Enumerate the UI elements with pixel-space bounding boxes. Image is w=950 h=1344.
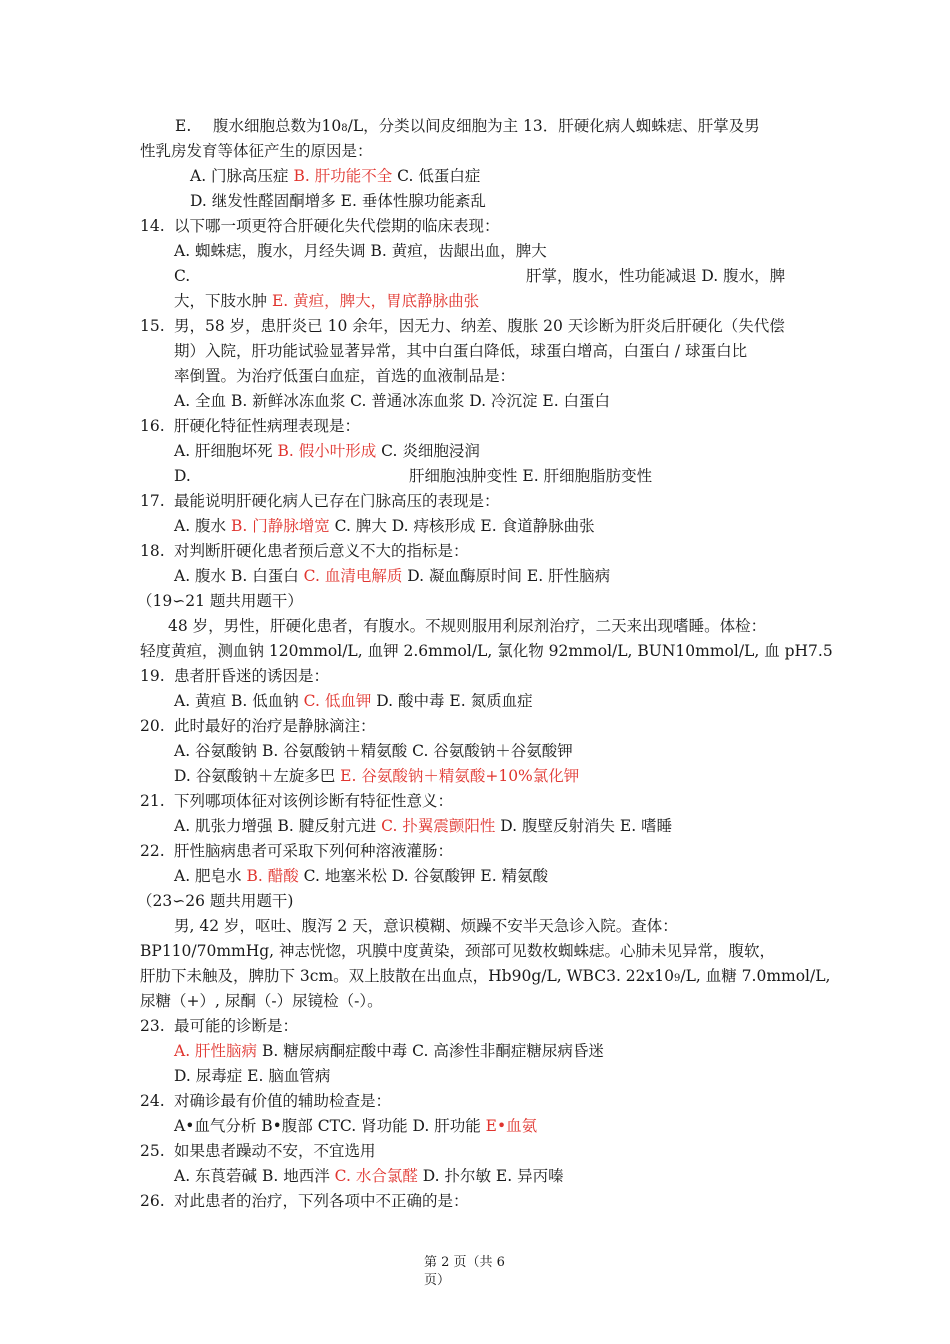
answer-options: A. 全血 B. 新鲜冰冻血浆 C. 普通冰冻血浆 D. 冷沉淀 E. 白蛋白	[174, 392, 611, 410]
page-footer: 第 2 页（共 6	[424, 1255, 505, 1270]
question-number: 20.	[140, 717, 165, 735]
correct-answer: B. 假小叶形成	[277, 442, 377, 460]
correct-answer: B. 肝功能不全	[293, 167, 393, 185]
question-number: 26.	[140, 1192, 165, 1210]
question-text: 对判断肝硬化患者预后意义不大的指标是：	[174, 542, 469, 560]
question-text: 以下哪一项更符合肝硬化失代偿期的临床表现：	[174, 217, 500, 235]
question-number: 25.	[140, 1142, 165, 1160]
question-text: 对此患者的治疗，下列各项中不正确的是：	[174, 1192, 469, 1210]
question-text: 最能说明肝硬化病人已存在门脉高压的表现是：	[174, 492, 500, 510]
correct-answer: B. 醋酸	[246, 867, 299, 885]
correct-answer: E. 黄疸，脾大，胃底静脉曲张	[271, 292, 480, 310]
correct-answer: C. 扑翼震颤阳性	[381, 817, 496, 835]
answer-options: 肝掌，腹水，性功能减退 D. 腹水，脾	[526, 267, 786, 285]
correct-answer: E. 谷氨酸钠＋精氨酸+10%氯化钾	[340, 767, 580, 785]
question-number: 23.	[140, 1017, 165, 1035]
question-number: 22.	[140, 842, 165, 860]
answer-options: D. 谷氨酸钠＋左旋多巴 E. 谷氨酸钠＋精氨酸+10%氯化钾	[174, 767, 580, 785]
question-text: 肝性脑病患者可采取下列何种溶液灌肠：	[174, 842, 454, 860]
correct-answer: E•血氨	[485, 1117, 538, 1135]
answer-options: 大，下肢水肿 E. 黄疸，脾大，胃底静脉曲张	[174, 292, 480, 310]
group-stem-text: 尿糖（+）, 尿酮（-）尿镜检（-）。	[140, 992, 383, 1010]
answer-options: A•血气分析 B•腹部 CTC. 肾功能 D. 肝功能 E•血氨	[174, 1117, 538, 1135]
answer-options: A. 蜘蛛痣，腹水，月经失调 B. 黄疸，齿龈出血，脾大	[174, 242, 547, 260]
group-stem-text: 肝肋下未触及，脾肋下 3cm。双上肢散在出血点，Hb90g/L, WBC3. 22x109/L, 血糖 7.0mmol/L,	[140, 967, 831, 985]
question-number: 21.	[140, 792, 165, 810]
answer-options: C.	[174, 267, 191, 285]
question-number: 14.	[140, 217, 165, 235]
correct-answer: B. 门静脉增宽	[230, 517, 330, 535]
answer-options: A. 东莨菪碱 B. 地西泮 C. 水合氯醛 D. 扑尔敏 E. 异丙嗪	[174, 1167, 564, 1185]
answer-options: A. 肝性脑病 B. 糖尿病酮症酸中毒 C. 高渗性非酮症糖尿病昏迷	[174, 1042, 604, 1060]
text-line: 性乳房发育等体征产生的原因是：	[140, 142, 373, 160]
group-stem-text: 轻度黄疸，测血钠 120mmol/L, 血钾 2.6mmol/L, 氯化物 92mmol/L, BUN10mmol/L, 血 pH7.5	[140, 642, 833, 660]
answer-options: A. 肌张力增强 B. 腱反射亢进 C. 扑翼震颤阳性 D. 腹壁反射消失 E. 嗜睡	[174, 817, 673, 835]
question-text: 最可能的诊断是：	[174, 1017, 299, 1035]
question-text: 对确诊最有价值的辅助检查是：	[174, 1092, 392, 1110]
question-number: 16.	[140, 417, 165, 435]
group-stem-heading: （23∽26 题共用题干)	[137, 892, 294, 910]
question-text: 患者肝昏迷的诱因是：	[174, 667, 330, 685]
answer-options: A. 肝细胞坏死 B. 假小叶形成 C. 炎细胞浸润	[174, 442, 480, 460]
answer-options: A. 黄疸 B. 低血钠 C. 低血钾 D. 酸中毒 E. 氮质血症	[174, 692, 533, 710]
answer-options: D. 尿毒症 E. 脑血管病	[174, 1067, 331, 1085]
correct-answer: C. 水合氯醛	[334, 1167, 418, 1185]
question-text: 男，58 岁，患肝炎已 10 余年，因无力、纳差、腹胀 20 天诊断为肝炎后肝硬化（失代偿	[174, 317, 785, 335]
question-text: 率倒置。为治疗低蛋白血症，首选的血液制品是：	[174, 367, 516, 385]
answer-options: A. 腹水 B. 门静脉增宽 C. 脾大 D. 痔核形成 E. 食道静脉曲张	[174, 517, 595, 535]
answer-options: A. 谷氨酸钠 B. 谷氨酸钠＋精氨酸 C. 谷氨酸钠＋谷氨酸钾	[174, 742, 573, 760]
text-line: E.	[175, 117, 192, 135]
correct-answer: C. 血清电解质	[303, 567, 403, 585]
question-number: 24.	[140, 1092, 165, 1110]
group-stem-text: BP110/70mmHg, 神志恍惚，巩膜中度黄染，颈部可见数枚蜘蛛痣。心肺未见异常，腹软，	[140, 942, 776, 960]
group-stem-text: 48 岁，男性，肝硬化患者，有腹水。不规则服用利尿剂治疗，二天来出现嗜睡。体检：	[168, 617, 767, 635]
correct-answer: C. 低血钾	[303, 692, 372, 710]
question-number: 15.	[140, 317, 165, 335]
answer-options: 肝细胞浊肿变性 E. 肝细胞脂肪变性	[409, 467, 653, 485]
answer-options: A. 肥皂水 B. 醋酸 C. 地塞米松 D. 谷氨酸钾 E. 精氨酸	[174, 867, 549, 885]
question-number: 17.	[140, 492, 165, 510]
question-number: 18.	[140, 542, 165, 560]
question-text: 如果患者躁动不安，不宜选用	[174, 1142, 376, 1160]
page-footer: 页）	[424, 1273, 451, 1288]
question-text: 肝硬化特征性病理表现是：	[174, 417, 361, 435]
question-text: 此时最好的治疗是静脉滴注：	[174, 717, 376, 735]
answer-options: A. 腹水 B. 白蛋白 C. 血清电解质 D. 凝血酶原时间 E. 肝性脑病	[174, 567, 611, 585]
correct-answer: A. 肝性脑病	[174, 1042, 258, 1060]
text-line: 腹水细胞总数为108/L，分类以间皮细胞为主 13．肝硬化病人蜘蛛痣、肝掌及男	[213, 117, 760, 135]
answer-options: D. 继发性醛固酮增多 E. 垂体性腺功能紊乱	[190, 192, 486, 210]
group-stem-heading: （19∽21 题共用题干）	[137, 592, 303, 610]
question-text: 下列哪项体征对该例诊断有特征性意义：	[174, 792, 454, 810]
question-number: 19.	[140, 667, 165, 685]
group-stem-text: 男, 42 岁，呕吐、腹泻 2 天，意识模糊、烦躁不安半天急诊入院。查体：	[174, 917, 678, 935]
answer-options: D.	[174, 467, 191, 485]
answer-options: A. 门脉高压症 B. 肝功能不全 C. 低蛋白症	[190, 167, 481, 185]
question-text: 期）入院，肝功能试验显著异常，其中白蛋白降低，球蛋白增高，白蛋白 / 球蛋白比	[174, 342, 748, 360]
